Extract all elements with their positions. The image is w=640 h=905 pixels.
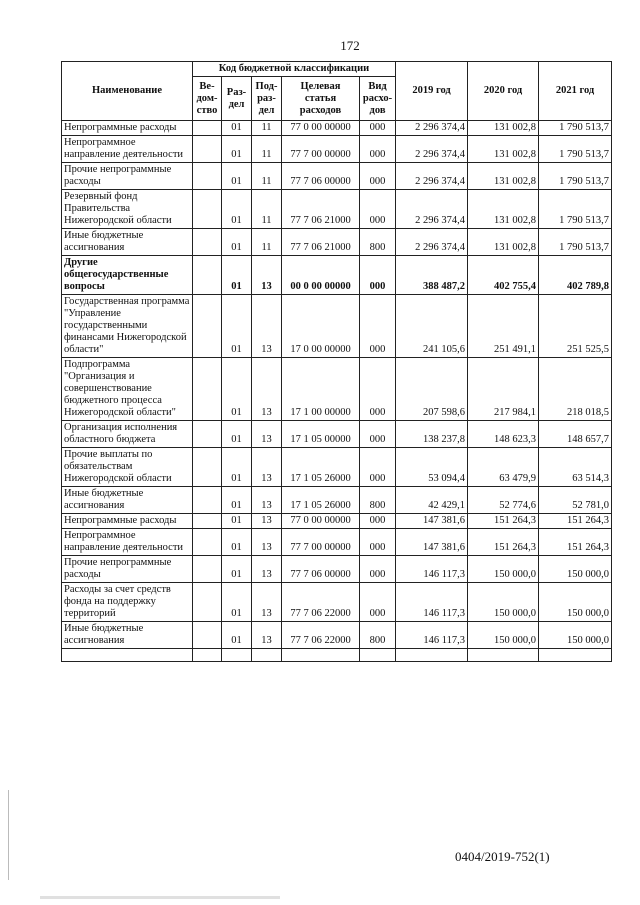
cell-name: Прочие непрограммные расходы bbox=[62, 556, 193, 583]
cell-pr: 13 bbox=[252, 556, 282, 583]
cell-name: Непрограммные расходы bbox=[62, 514, 193, 529]
cell-cs: 77 7 06 21000 bbox=[282, 190, 360, 229]
cell-y2020: 150 000,0 bbox=[468, 556, 539, 583]
cell-y2019: 146 117,3 bbox=[396, 583, 468, 622]
empty-cell bbox=[252, 649, 282, 662]
table-row bbox=[62, 190, 612, 229]
cell-ved bbox=[193, 163, 222, 190]
cell-vr: 800 bbox=[360, 487, 396, 514]
header-code-group: Код бюджетной классификации bbox=[193, 62, 396, 77]
cell-y2019: 241 105,6 bbox=[396, 295, 468, 358]
table-row bbox=[62, 514, 612, 529]
cell-pr: 11 bbox=[252, 229, 282, 256]
cell-vr: 000 bbox=[360, 529, 396, 556]
cell-y2020: 151 264,3 bbox=[468, 529, 539, 556]
cell-y2019: 42 429,1 bbox=[396, 487, 468, 514]
cell-rz: 01 bbox=[222, 163, 252, 190]
cell-y2019: 146 117,3 bbox=[396, 556, 468, 583]
header-2021: 2021 год bbox=[539, 62, 612, 121]
scan-margin-mark bbox=[8, 790, 9, 880]
cell-rz: 01 bbox=[222, 529, 252, 556]
cell-name: Иные бюджетные ассигнования bbox=[62, 487, 193, 514]
cell-name: Организация исполнения областного бюджета bbox=[62, 421, 193, 448]
cell-y2019: 2 296 374,4 bbox=[396, 229, 468, 256]
cell-rz: 01 bbox=[222, 583, 252, 622]
table-row bbox=[62, 487, 612, 514]
cell-rz: 01 bbox=[222, 295, 252, 358]
cell-ved bbox=[193, 583, 222, 622]
cell-y2021: 402 789,8 bbox=[539, 256, 612, 295]
cell-pr: 13 bbox=[252, 448, 282, 487]
cell-ved bbox=[193, 121, 222, 136]
footer-smudge bbox=[40, 896, 280, 899]
cell-y2020: 131 002,8 bbox=[468, 190, 539, 229]
cell-y2021: 150 000,0 bbox=[539, 583, 612, 622]
cell-rz: 01 bbox=[222, 514, 252, 529]
cell-y2020: 151 264,3 bbox=[468, 514, 539, 529]
table-row bbox=[62, 256, 612, 295]
cell-name: Непрограммные расходы bbox=[62, 121, 193, 136]
table-row bbox=[62, 529, 612, 556]
empty-cell bbox=[62, 649, 193, 662]
cell-y2019: 207 598,6 bbox=[396, 358, 468, 421]
cell-y2021: 148 657,7 bbox=[539, 421, 612, 448]
cell-cs: 77 7 06 21000 bbox=[282, 229, 360, 256]
cell-vr: 000 bbox=[360, 121, 396, 136]
cell-ved bbox=[193, 448, 222, 487]
cell-cs: 77 7 00 00000 bbox=[282, 529, 360, 556]
cell-ved bbox=[193, 256, 222, 295]
header-2020: 2020 год bbox=[468, 62, 539, 121]
cell-y2021: 52 781,0 bbox=[539, 487, 612, 514]
cell-cs: 77 7 06 00000 bbox=[282, 163, 360, 190]
cell-rz: 01 bbox=[222, 190, 252, 229]
cell-y2021: 151 264,3 bbox=[539, 514, 612, 529]
cell-rz: 01 bbox=[222, 487, 252, 514]
cell-y2021: 150 000,0 bbox=[539, 556, 612, 583]
table-row bbox=[62, 556, 612, 583]
cell-name: Подпрограмма "Организация и совершенствование бюджетного процесса Нижегородской области" bbox=[62, 358, 193, 421]
cell-y2021: 1 790 513,7 bbox=[539, 163, 612, 190]
cell-y2020: 52 774,6 bbox=[468, 487, 539, 514]
cell-y2021: 1 790 513,7 bbox=[539, 121, 612, 136]
cell-vr: 000 bbox=[360, 448, 396, 487]
cell-ved bbox=[193, 295, 222, 358]
cell-y2019: 2 296 374,4 bbox=[396, 136, 468, 163]
header-vid-raskhodov: Вид расхо- дов bbox=[360, 77, 396, 121]
cell-cs: 17 1 05 26000 bbox=[282, 448, 360, 487]
cell-pr: 13 bbox=[252, 514, 282, 529]
cell-y2020: 131 002,8 bbox=[468, 136, 539, 163]
cell-y2021: 218 018,5 bbox=[539, 358, 612, 421]
cell-cs: 17 0 00 00000 bbox=[282, 295, 360, 358]
cell-y2021: 150 000,0 bbox=[539, 622, 612, 649]
cell-y2019: 138 237,8 bbox=[396, 421, 468, 448]
cell-vr: 000 bbox=[360, 583, 396, 622]
table-row bbox=[62, 163, 612, 190]
cell-rz: 01 bbox=[222, 556, 252, 583]
cell-pr: 13 bbox=[252, 583, 282, 622]
cell-y2020: 63 479,9 bbox=[468, 448, 539, 487]
page-number: 172 bbox=[340, 38, 360, 53]
cell-cs: 00 0 00 00000 bbox=[282, 256, 360, 295]
cell-vr: 000 bbox=[360, 556, 396, 583]
cell-vr: 000 bbox=[360, 190, 396, 229]
cell-y2020: 131 002,8 bbox=[468, 229, 539, 256]
cell-pr: 13 bbox=[252, 622, 282, 649]
cell-name: Иные бюджетные ассигнования bbox=[62, 229, 193, 256]
table-row bbox=[62, 121, 612, 136]
cell-y2020: 131 002,8 bbox=[468, 163, 539, 190]
table-row bbox=[62, 229, 612, 256]
cell-y2019: 53 094,4 bbox=[396, 448, 468, 487]
cell-pr: 13 bbox=[252, 487, 282, 514]
empty-cell bbox=[468, 649, 539, 662]
cell-y2020: 131 002,8 bbox=[468, 121, 539, 136]
table-body bbox=[62, 121, 612, 662]
cell-cs: 17 1 05 26000 bbox=[282, 487, 360, 514]
cell-pr: 11 bbox=[252, 121, 282, 136]
cell-vr: 000 bbox=[360, 256, 396, 295]
cell-y2020: 402 755,4 bbox=[468, 256, 539, 295]
header-tselevaya-statya: Целевая статья расходов bbox=[282, 77, 360, 121]
cell-ved bbox=[193, 229, 222, 256]
cell-ved bbox=[193, 190, 222, 229]
header-name: Наименование bbox=[62, 62, 193, 121]
empty-cell bbox=[222, 649, 252, 662]
cell-name: Резервный фонд Правительства Нижегородской области bbox=[62, 190, 193, 229]
empty-cell bbox=[282, 649, 360, 662]
cell-rz: 01 bbox=[222, 622, 252, 649]
cell-y2021: 1 790 513,7 bbox=[539, 190, 612, 229]
cell-pr: 13 bbox=[252, 358, 282, 421]
table-row bbox=[62, 448, 612, 487]
cell-y2020: 251 491,1 bbox=[468, 295, 539, 358]
table-row bbox=[62, 622, 612, 649]
header-2019: 2019 год bbox=[396, 62, 468, 121]
table-row bbox=[62, 136, 612, 163]
cell-name: Прочие непрограммные расходы bbox=[62, 163, 193, 190]
cell-rz: 01 bbox=[222, 448, 252, 487]
cell-cs: 77 7 00 00000 bbox=[282, 136, 360, 163]
cell-y2021: 63 514,3 bbox=[539, 448, 612, 487]
cell-y2019: 147 381,6 bbox=[396, 529, 468, 556]
cell-name: Прочие выплаты по обязательствам Нижегородской области bbox=[62, 448, 193, 487]
cell-ved bbox=[193, 529, 222, 556]
cell-name: Государственная программа "Управление государственными финансами Нижегородской области" bbox=[62, 295, 193, 358]
cell-rz: 01 bbox=[222, 229, 252, 256]
cell-vr: 000 bbox=[360, 136, 396, 163]
header-razdel: Раз- дел bbox=[222, 77, 252, 121]
cell-cs: 17 1 00 00000 bbox=[282, 358, 360, 421]
cell-rz: 01 bbox=[222, 136, 252, 163]
cell-y2019: 2 296 374,4 bbox=[396, 163, 468, 190]
cell-pr: 11 bbox=[252, 163, 282, 190]
table-row bbox=[62, 583, 612, 622]
cell-name: Иные бюджетные ассигнования bbox=[62, 622, 193, 649]
cell-ved bbox=[193, 487, 222, 514]
cell-vr: 800 bbox=[360, 229, 396, 256]
cell-name: Непрограммное направление деятельности bbox=[62, 529, 193, 556]
budget-table bbox=[61, 61, 612, 662]
cell-pr: 11 bbox=[252, 136, 282, 163]
empty-cell bbox=[360, 649, 396, 662]
cell-vr: 800 bbox=[360, 622, 396, 649]
cell-rz: 01 bbox=[222, 121, 252, 136]
cell-ved bbox=[193, 358, 222, 421]
cell-ved bbox=[193, 136, 222, 163]
header-podrazdel: Под- раз- дел bbox=[252, 77, 282, 121]
cell-rz: 01 bbox=[222, 256, 252, 295]
cell-pr: 13 bbox=[252, 295, 282, 358]
cell-y2019: 146 117,3 bbox=[396, 622, 468, 649]
cell-name: Непрограммное направление деятельности bbox=[62, 136, 193, 163]
cell-y2020: 148 623,3 bbox=[468, 421, 539, 448]
header-row-1 bbox=[62, 62, 612, 77]
cell-y2019: 388 487,2 bbox=[396, 256, 468, 295]
cell-y2021: 251 525,5 bbox=[539, 295, 612, 358]
cell-ved bbox=[193, 556, 222, 583]
cell-y2021: 1 790 513,7 bbox=[539, 136, 612, 163]
table-row bbox=[62, 358, 612, 421]
cell-vr: 000 bbox=[360, 358, 396, 421]
cell-rz: 01 bbox=[222, 358, 252, 421]
cell-vr: 000 bbox=[360, 514, 396, 529]
cell-vr: 000 bbox=[360, 421, 396, 448]
cell-name: Другие общегосударственные вопросы bbox=[62, 256, 193, 295]
cell-y2020: 217 984,1 bbox=[468, 358, 539, 421]
header-vedomstvo: Ве- дом- ство bbox=[193, 77, 222, 121]
table-row bbox=[62, 421, 612, 448]
cell-cs: 77 0 00 00000 bbox=[282, 514, 360, 529]
empty-row bbox=[62, 649, 612, 662]
cell-y2019: 2 296 374,4 bbox=[396, 190, 468, 229]
cell-vr: 000 bbox=[360, 295, 396, 358]
cell-pr: 11 bbox=[252, 190, 282, 229]
cell-ved bbox=[193, 514, 222, 529]
cell-pr: 13 bbox=[252, 529, 282, 556]
cell-y2019: 2 296 374,4 bbox=[396, 121, 468, 136]
cell-y2020: 150 000,0 bbox=[468, 622, 539, 649]
cell-pr: 13 bbox=[252, 256, 282, 295]
table-row bbox=[62, 295, 612, 358]
cell-ved bbox=[193, 421, 222, 448]
cell-cs: 17 1 05 00000 bbox=[282, 421, 360, 448]
cell-y2019: 147 381,6 bbox=[396, 514, 468, 529]
cell-y2020: 150 000,0 bbox=[468, 583, 539, 622]
cell-y2021: 1 790 513,7 bbox=[539, 229, 612, 256]
empty-cell bbox=[539, 649, 612, 662]
cell-y2021: 151 264,3 bbox=[539, 529, 612, 556]
cell-ved bbox=[193, 622, 222, 649]
cell-cs: 77 7 06 22000 bbox=[282, 622, 360, 649]
cell-cs: 77 7 06 22000 bbox=[282, 583, 360, 622]
cell-rz: 01 bbox=[222, 421, 252, 448]
empty-cell bbox=[193, 649, 222, 662]
document-code: 0404/2019-752(1) bbox=[455, 849, 550, 864]
cell-name: Расходы за счет средств фонда на поддержку территорий bbox=[62, 583, 193, 622]
cell-cs: 77 7 06 00000 bbox=[282, 556, 360, 583]
cell-vr: 000 bbox=[360, 163, 396, 190]
cell-cs: 77 0 00 00000 bbox=[282, 121, 360, 136]
cell-pr: 13 bbox=[252, 421, 282, 448]
empty-cell bbox=[396, 649, 468, 662]
